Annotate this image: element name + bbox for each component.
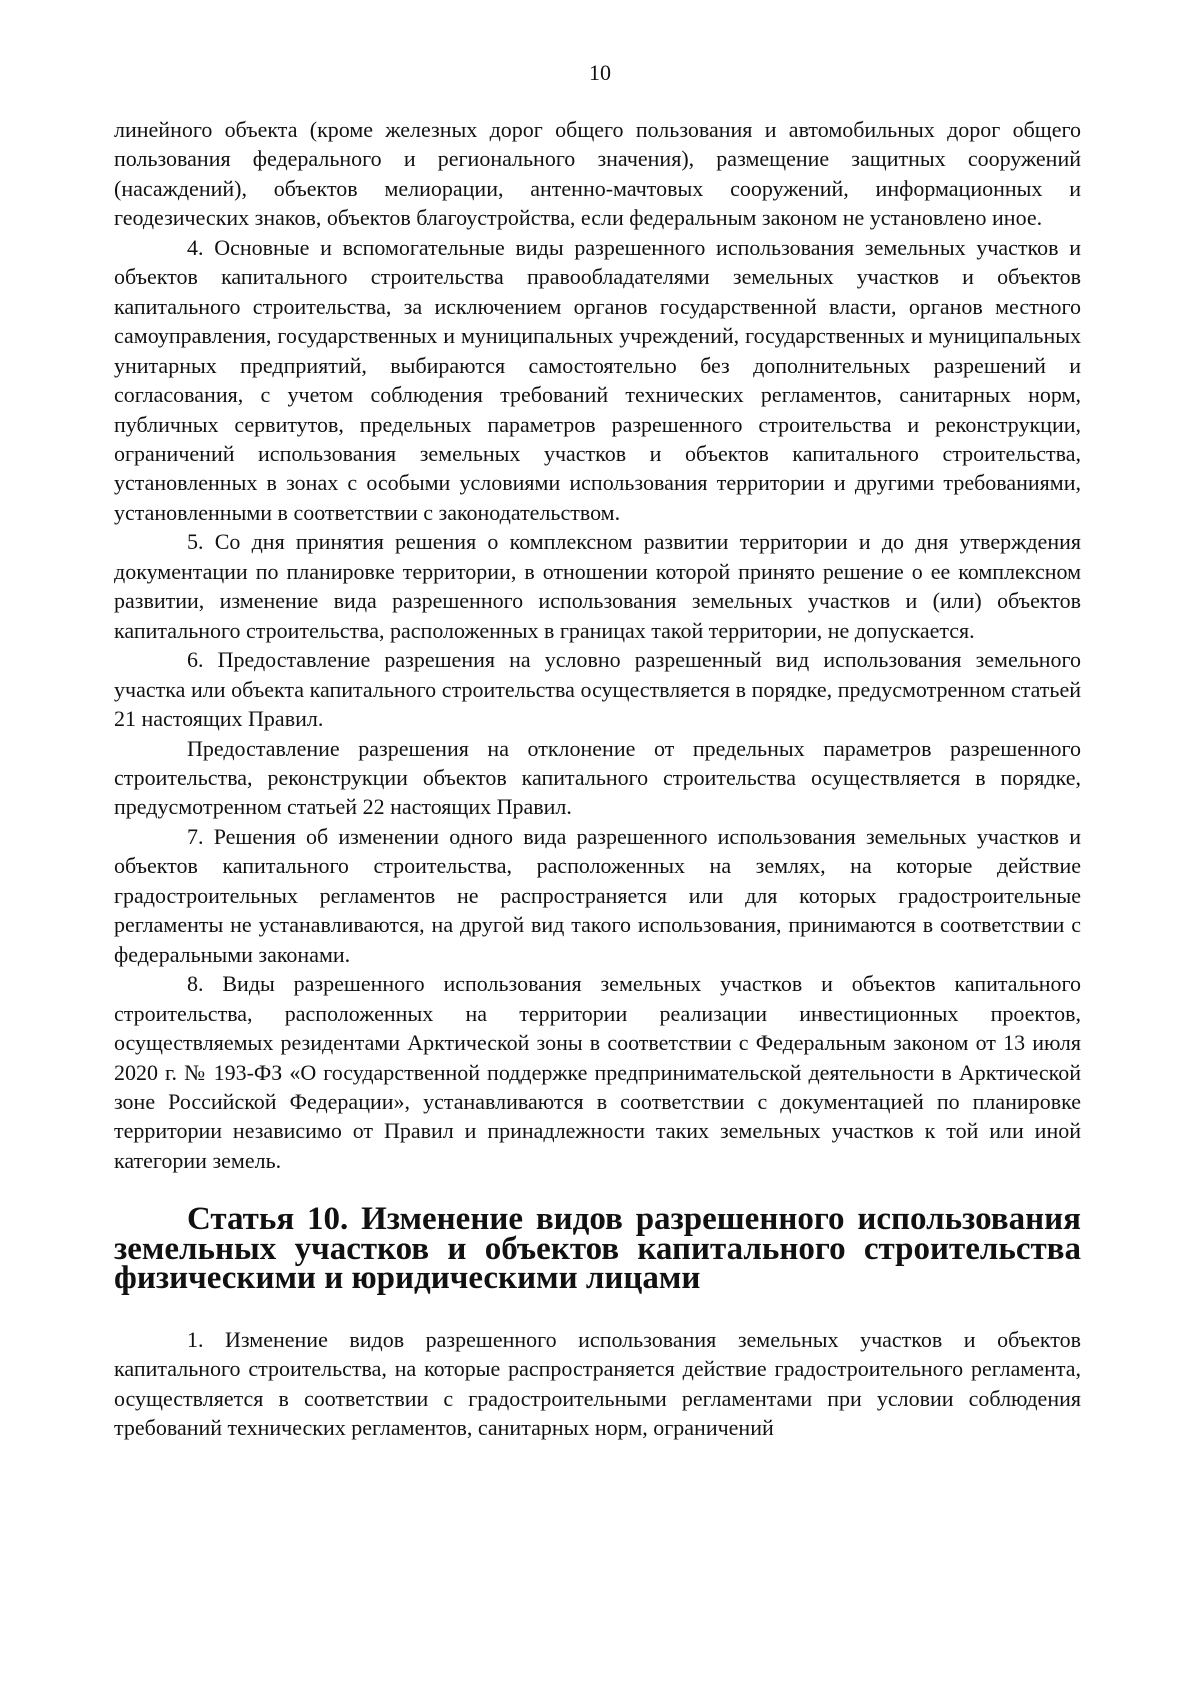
paragraph-item-5: 5. Со дня принятия решения о комплексном развитии территории и до дня утверждения документации по планировке территории, в отношении которой принято решение о ее комплексном развитии, изменение вида разрешенного использования земельных участков и (или) объектов капитального строительства, расположенных в границах такой территории, не допускается. xyxy=(114,529,1081,643)
paragraph-item-7: 7. Решения об изменении одного вида разрешенного использования земельных участков и объектов капитального строительства, расположенных на землях, на которые действие градостроительных регламентов не распространяется или для которых градостроительные регламенты не устанавливаются, на другой вид такого использования, принимаются в соответствии с федеральными законами. xyxy=(114,823,1081,967)
paragraph-item-4: 4. Основные и вспомогательные виды разрешенного использования земельных участков и объектов капитального строительства правообладателями земельных участков и объектов капитального строительства, за исключением органов государственной власти, органов местного самоуправления, государственных и муниципальных учреждений, государственных и муниципальных унитарных предприятий, выбираются самостоятельно без дополнительных разрешений и согласования, с учетом соблюдения требований технических регламентов, санитарных норм, публичных сервитутов, предельных параметров разрешенного строительства и реконструкции, ограничений использования земельных участков и объектов капитального строительства, установленных в зонах с особыми условиями использования территории и другими требованиями, установленными в соответствии с законодательством. xyxy=(114,234,1081,525)
article-title: Статья 10. Изменение видов разрешенного использования земельных участков и объектов капитального строительства физическими и юридическими лицами xyxy=(114,1201,1081,1297)
document-body xyxy=(114,115,1081,1443)
paragraph-continuation: линейного объекта (кроме железных дорог общего пользования и автомобильных дорог общего пользования федерального и регионального значения), размещение защитных сооружений (насаждений), объектов мелиорации, антенно-мачтовых сооружений, информационных и геодезических знаков, объектов благоустройства, если федеральным законом не установлено иное. xyxy=(114,117,1081,231)
page-number: 10 xyxy=(589,60,611,85)
paragraph-item-6: 6. Предоставление разрешения на условно разрешенный вид использования земельного участка или объекта капитального строительства осуществляется в порядке, предусмотренном статьей 21 настоящих Правил. xyxy=(114,647,1081,732)
paragraph-item-8: 8. Виды разрешенного использования земельных участков и объектов капитального строительства, расположенных на территории реализации инвестиционных проектов, осуществляемых резидентами Арктической зоны в соответствии с Федеральным законом от 13 июля 2020 г. № 193-ФЗ «О государственной поддержке предпринимательской деятельности в Арктической зоне Российской Федерации», устанавливаются в соответствии с документацией по планировке территории независимо от Правил и принадлежности таких земельных участков к той или иной категории земель. xyxy=(114,971,1081,1173)
article-paragraph-1: 1. Изменение видов разрешенного использования земельных участков и объектов капитального строительства, на которые распространяется действие градостроительного регламента, осуществляется в соответствии с градостроительными регламентами при условии соблюдения требований технических регламентов, санитарных норм, ограничений xyxy=(114,1326,1081,1441)
paragraph-deviation-permit: Предоставление разрешения на отклонение от предельных параметров разрешенного строительства, реконструкции объектов капитального строительства осуществляется в порядке, предусмотренном статьей 22 настоящих Правил. xyxy=(114,735,1081,820)
